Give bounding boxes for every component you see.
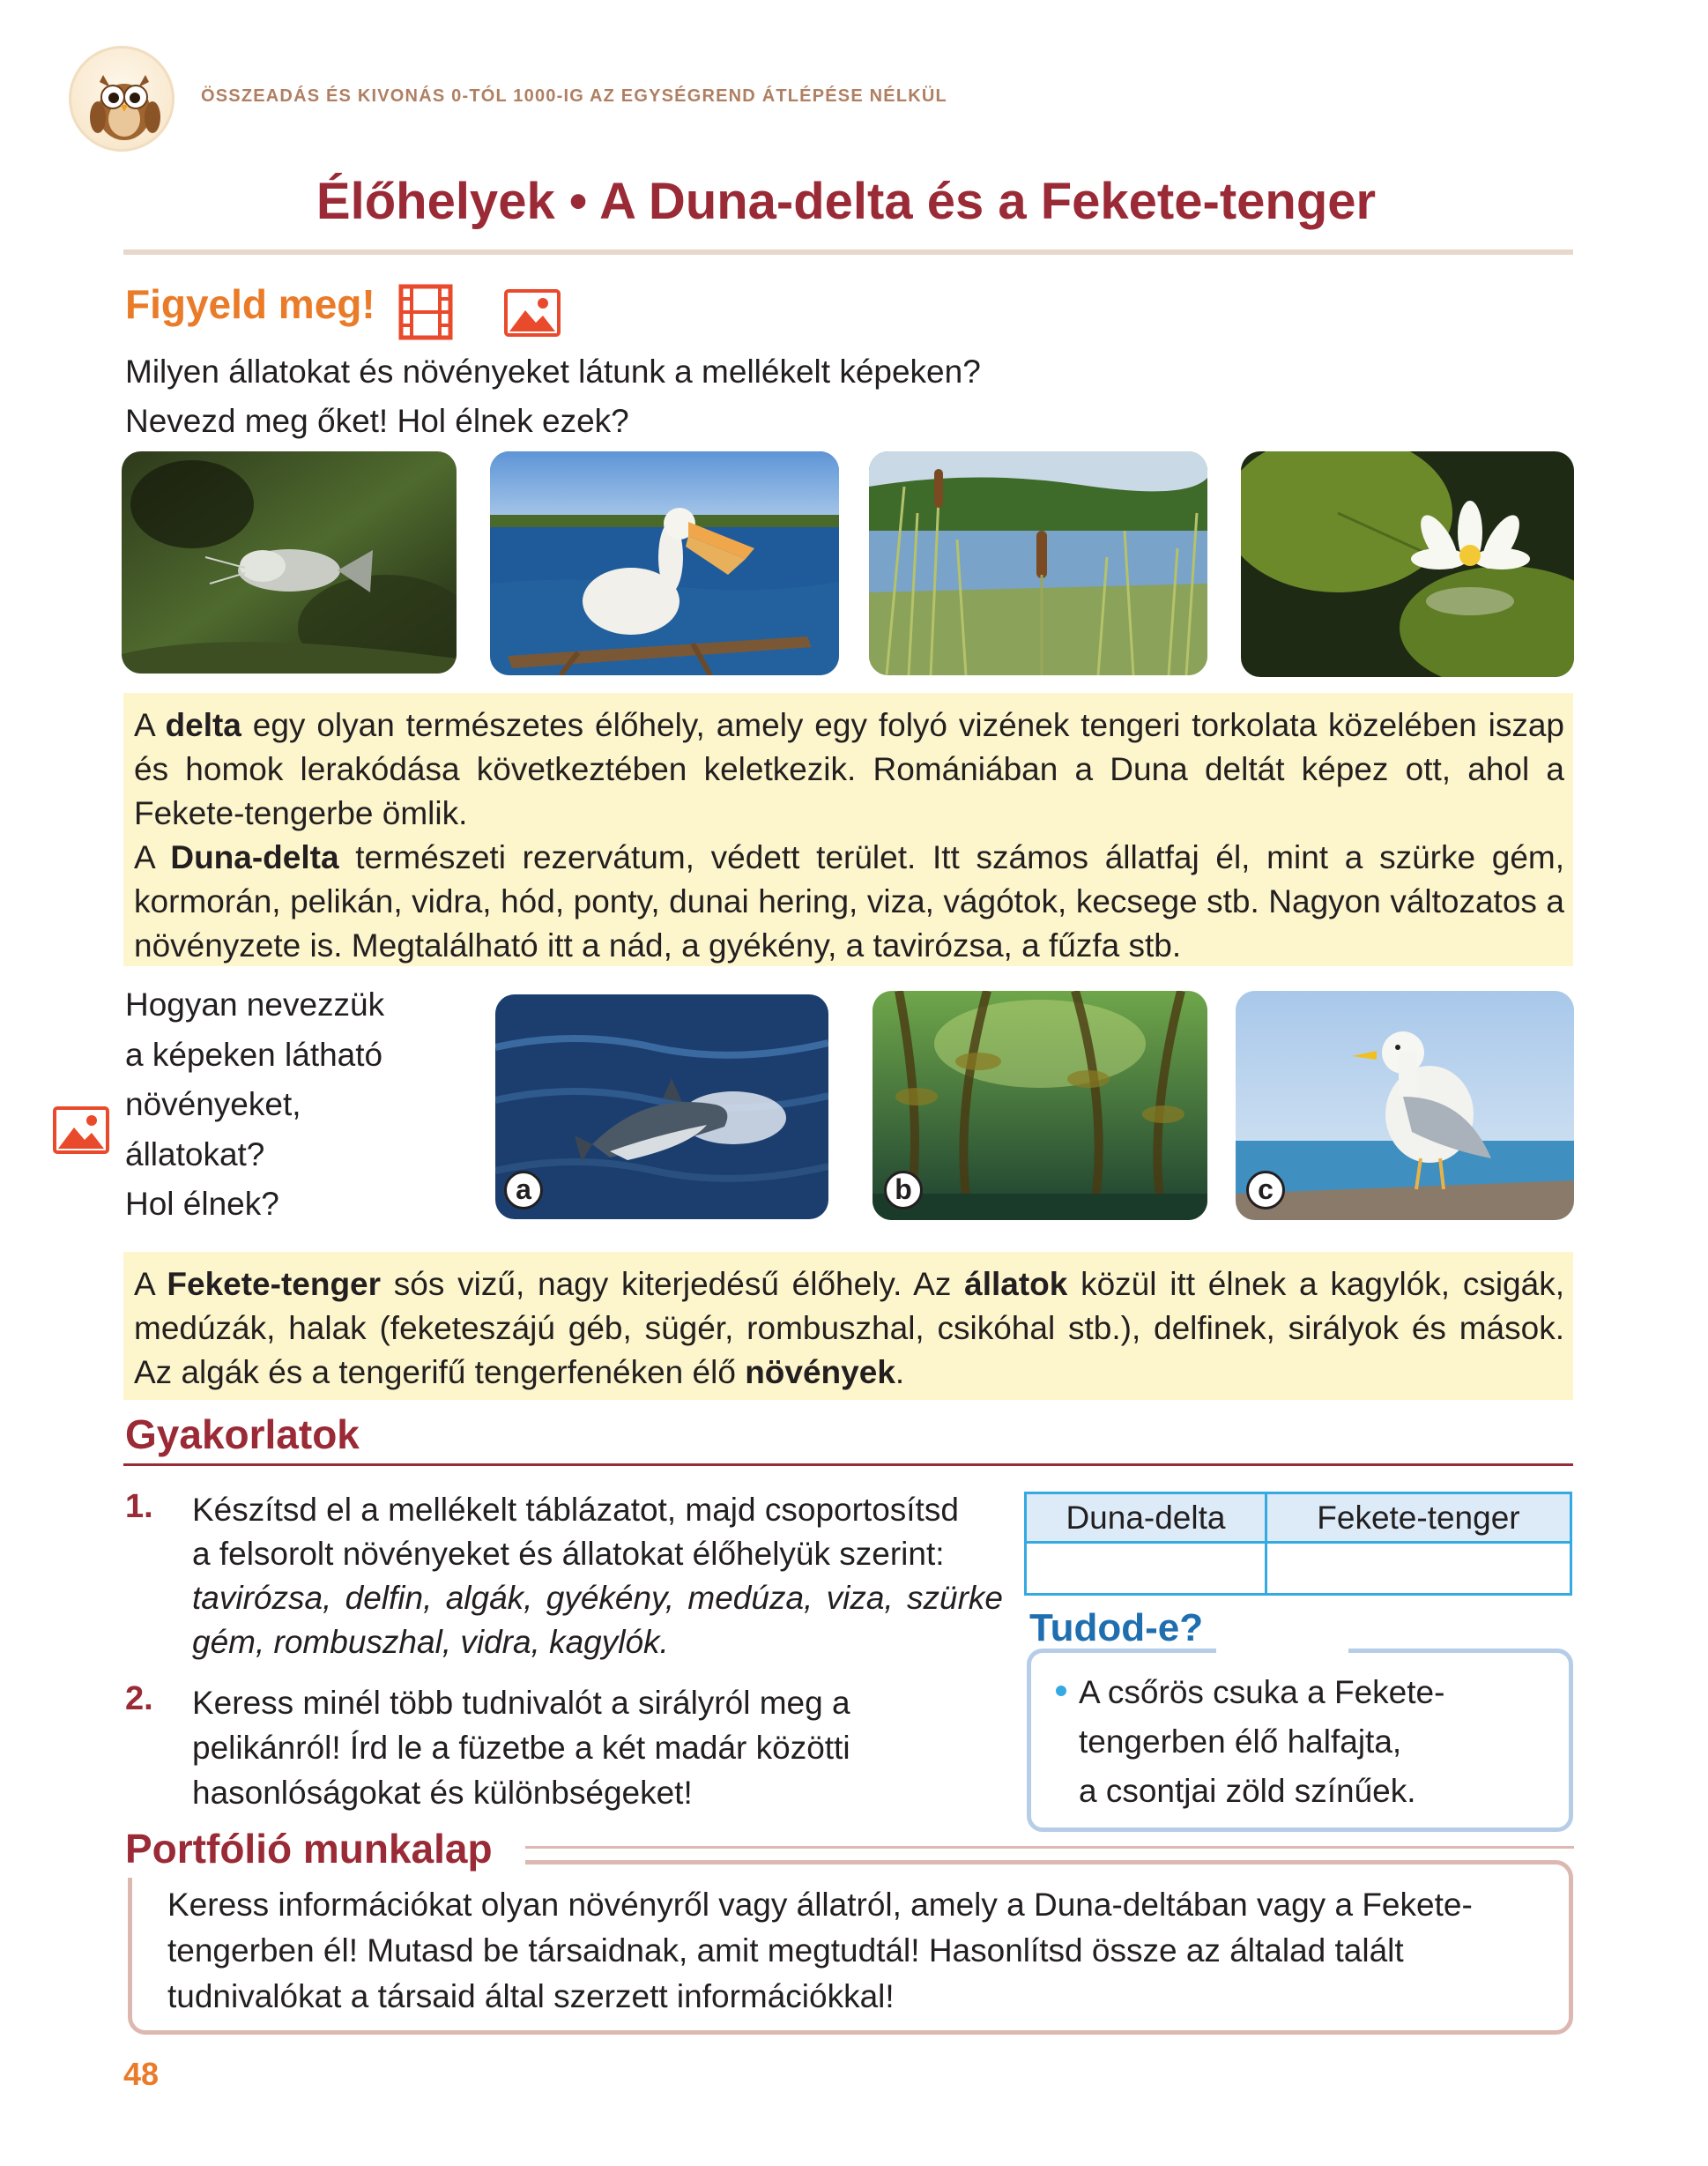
did-you-know-heading: Tudod-e? [1029,1606,1204,1649]
running-head: ÖSSZEADÁS ÉS KIVONÁS 0-TÓL 1000-IG AZ EGYSÉGREND ÁTLÉPÉSE NÉLKÜL [201,86,947,106]
cattail-reeds-photo [869,451,1207,675]
black-sea-paragraph: A Fekete-tenger sós vizű, nagy kiterjedésű élőhely. Az állatok közül itt élnek a kagylók, csigák, medúzák, halak (feketeszájú géb, sügér, rombuszhal, csikóhal stb.), delfinek, sirályok és mások. Az algák és a tengerifű tengerfenéken élő növények. [134,1266,1564,1390]
sea-question-line: Hol élnek? [125,1186,279,1222]
portfolio-line: tengerben él! Mutasd be társaidnak, amit megtudtál! Hasonlítsd össze az általad talált [167,1932,1404,1969]
photo-label-a: a [504,1171,543,1210]
seagull-photo [1236,991,1574,1220]
table-cell-empty [1026,1543,1266,1595]
habitat-table [1024,1492,1572,1596]
water-lily-photo [1241,451,1574,677]
observe-heading: Figyeld meg! [125,281,375,327]
owl-mascot-logo [69,46,175,152]
observe-question-line-1: Milyen állatokat és növényeket látunk a mellékelt képeken? [125,354,981,390]
table-header-black-sea: Fekete-tenger [1266,1493,1571,1543]
portfolio-text [167,1882,1473,2020]
exercise-2-line: pelikánról! Írd le a füzetbe a két madár közötti [192,1730,850,1766]
did-you-know-line: tengerben élő halfajta, [1079,1723,1402,1760]
portfolio-line: Keress információkat olyan növényről vagy állatról, amely a Duna-deltában vagy a Fekete- [167,1887,1473,1923]
exercise-2-line: Keress minél több tudnivalót a sirályról meg a [192,1685,850,1721]
plants-term: növények [745,1354,895,1390]
danube-delta-term: Duna-delta [170,839,339,875]
did-you-know-border-gap [1216,1641,1348,1654]
delta-paragraph-1: A delta egy olyan természetes élőhely, amely egy folyó vizének tengeri torkolata közelében iszap és homok lerakódása következtében keletkezik. Romániában a Duna deltát képez ott, ahol a Fekete-tengerbe ömlik. [134,707,1564,831]
exercise-1-word-list: gém, rombuszhal, vidra, kagylók. [192,1624,669,1660]
portfolio-divider [525,1846,1574,1849]
observe-question-line-2: Nevezd meg őket! Hol élnek ezek? [125,403,629,439]
exercise-2-number: 2. [125,1680,153,1717]
sea-question [125,980,384,1230]
sea-question-line: állatokat? [125,1135,265,1172]
delta-paragraph-2: A Duna-delta természeti rezervátum, védett terület. Itt számos állatfaj él, mint a szürke gém, kormorán, pelikán, vidra, hód, ponty, dunai hering, viza, vágótok, kecsege stb. Nagyon változatos a növényzete is. Megtalálható itt a nád, a gyékény, a tavirózsa, a fűzfa stb. [134,839,1565,964]
catfish-photo [122,451,457,674]
title-divider [123,249,1573,255]
table-header-danube-delta: Duna-delta [1026,1493,1266,1543]
exercise-1-line: a felsorolt növényeket és állatokat élőhelyük szerint: [192,1536,945,1572]
black-sea-info-box [123,1252,1573,1400]
sea-question-line: a képeken látható [125,1036,383,1073]
exercise-1-line: Készítsd el a mellékelt táblázatot, majd csoportosítsd [192,1492,959,1528]
exercises-heading: Gyakorlatok [125,1411,360,1457]
pelican-photo [490,451,839,675]
did-you-know-line: A csőrös csuka a Fekete- [1079,1674,1445,1710]
portfolio-heading: Portfólió munkalap [125,1826,493,1872]
exercise-1 [192,1488,1003,1664]
page-number: 48 [123,2056,160,2092]
animals-term: állatok [964,1266,1068,1302]
page-title: Élőhelyek • A Duna-delta és a Fekete-tenger [316,173,1377,230]
did-you-know-line: a csontjai zöld színűek. [1079,1773,1416,1809]
image-icon[interactable] [53,1106,109,1154]
exercise-1-word-list: tavirózsa, delfin, algák, gyékény, medúza, viza, szürke [192,1580,1003,1616]
exercise-1-number: 1. [125,1488,153,1525]
portfolio-line: tudnivalókat a társaid által szerzett információkkal! [167,1978,895,2014]
delta-term: delta [165,707,241,743]
kelp-forest-photo [873,991,1207,1220]
did-you-know-text [1058,1668,1444,1816]
delta-info-box [123,693,1573,966]
photo-label-c: c [1246,1171,1285,1210]
sea-question-line: növényeket, [125,1086,301,1122]
dolphin-photo [495,994,828,1219]
exercises-divider [123,1463,1573,1466]
table-cell-empty [1266,1543,1571,1595]
film-icon[interactable] [398,284,453,340]
exercise-2-line: hasonlóságokat és különbségeket! [192,1775,693,1811]
image-icon[interactable] [504,289,561,337]
photo-label-b: b [884,1171,923,1210]
black-sea-term: Fekete-tenger [167,1266,382,1302]
sea-question-line: Hogyan nevezzük [125,986,385,1023]
exercise-2 [192,1680,1003,1815]
